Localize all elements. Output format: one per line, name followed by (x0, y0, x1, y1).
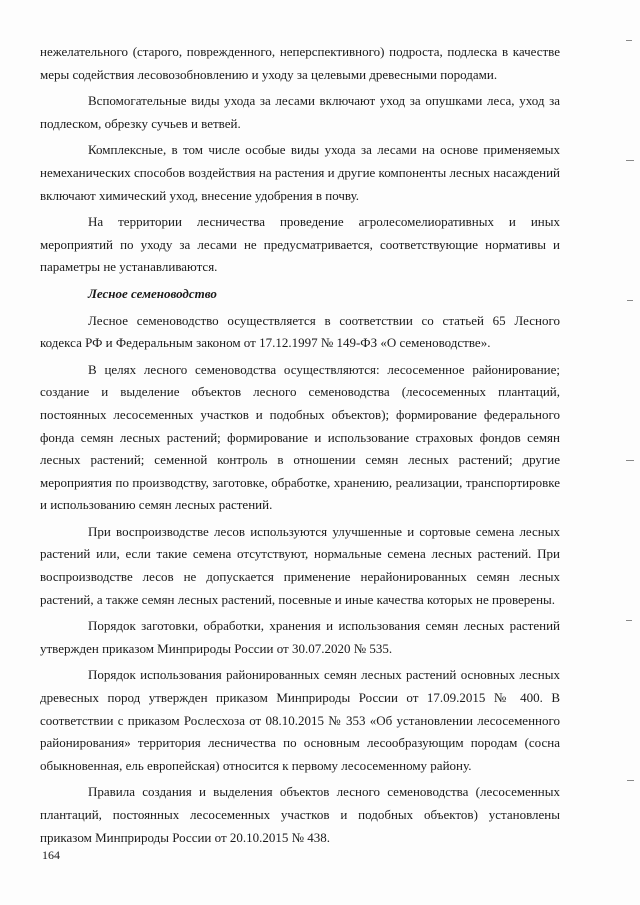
scan-margin-marks (610, 0, 640, 905)
paragraph: В целях лесного семеноводства осуществляются: лесосеменное районирование; создание и выделение объектов лесного семеноводства (лесосеменных плантаций, постоянных лесосеменных участков и подобных объектов); формирование федерального фонда семян лесных растений; формирование и использование страховых фондов семян лесных растений; семенной контроль в отношении семян лесных растений; другие мероприятия по производству, заготовке, обработке, хранению, реализации, транспортировке и использованию семян лесных растений. (40, 361, 560, 513)
paragraph: Порядок использования районированных семян лесных растений основных лесных древесных пород утвержден приказом Минприроды России от 17.09.2015 № 400. В соответствии с приказом Рослесхоза от 08.10.2015 № 353 «Об установлении лесосеменного районирования» территория лесничества по основным лесообразующим породам (сосна обыкновенная, ель европейская) относится к первому лесосеменному району. (40, 667, 560, 773)
paragraph: нежелательного (старого, поврежденного, неперспективного) подроста, подлеска в качестве меры содействия лесовозобновлению и уходу за целевыми древесными породами. (40, 44, 560, 82)
paragraph: Порядок заготовки, обработки, хранения и использования семян лесных растений утвержден приказом Минприроды России от 30.07.2020 № 535. (40, 618, 560, 656)
paragraph: На территории лесничества проведение агролесомелиоративных и иных мероприятий по уходу за лесами не предусматривается, соответствующие нормативы и параметры не устанавливаются. (40, 214, 560, 275)
document-body (40, 41, 560, 853)
paragraph: Комплексные, в том числе особые виды ухода за лесами на основе применяемых немеханических способов воздействия на растения и другие компоненты лесных насаждений включают химический уход, внесение удобрения в почву. (40, 142, 560, 203)
page-number: 164 (42, 848, 60, 862)
paragraph: Правила создания и выделения объектов лесного семеноводства (лесосеменных плантаций, постоянных лесосеменных участков и подобных объектов) установлены приказом Минприроды России от 20.10.2015 № 438. (40, 784, 560, 845)
paragraph: Вспомогательные виды ухода за лесами включают уход за опушками леса, уход за подлеском, обрезку сучьев и ветвей. (40, 93, 560, 131)
section-title: Лесное семеноводство (88, 285, 217, 301)
paragraph: При воспроизводстве лесов используются улучшенные и сортовые семена лесных растений или, если такие семена отсутствуют, нормальные семена лесных растений. При воспроизводстве лесов не допускается применение нерайонированных семян лесных растений, а также семян лесных растений, посевные и иные качества которых не проверены. (40, 523, 560, 607)
paragraph: Лесное семеноводство осуществляется в соответствии со статьей 65 Лесного кодекса РФ и Федеральным законом от 17.12.1997 № 149-ФЗ «О семеноводстве». (40, 312, 560, 351)
